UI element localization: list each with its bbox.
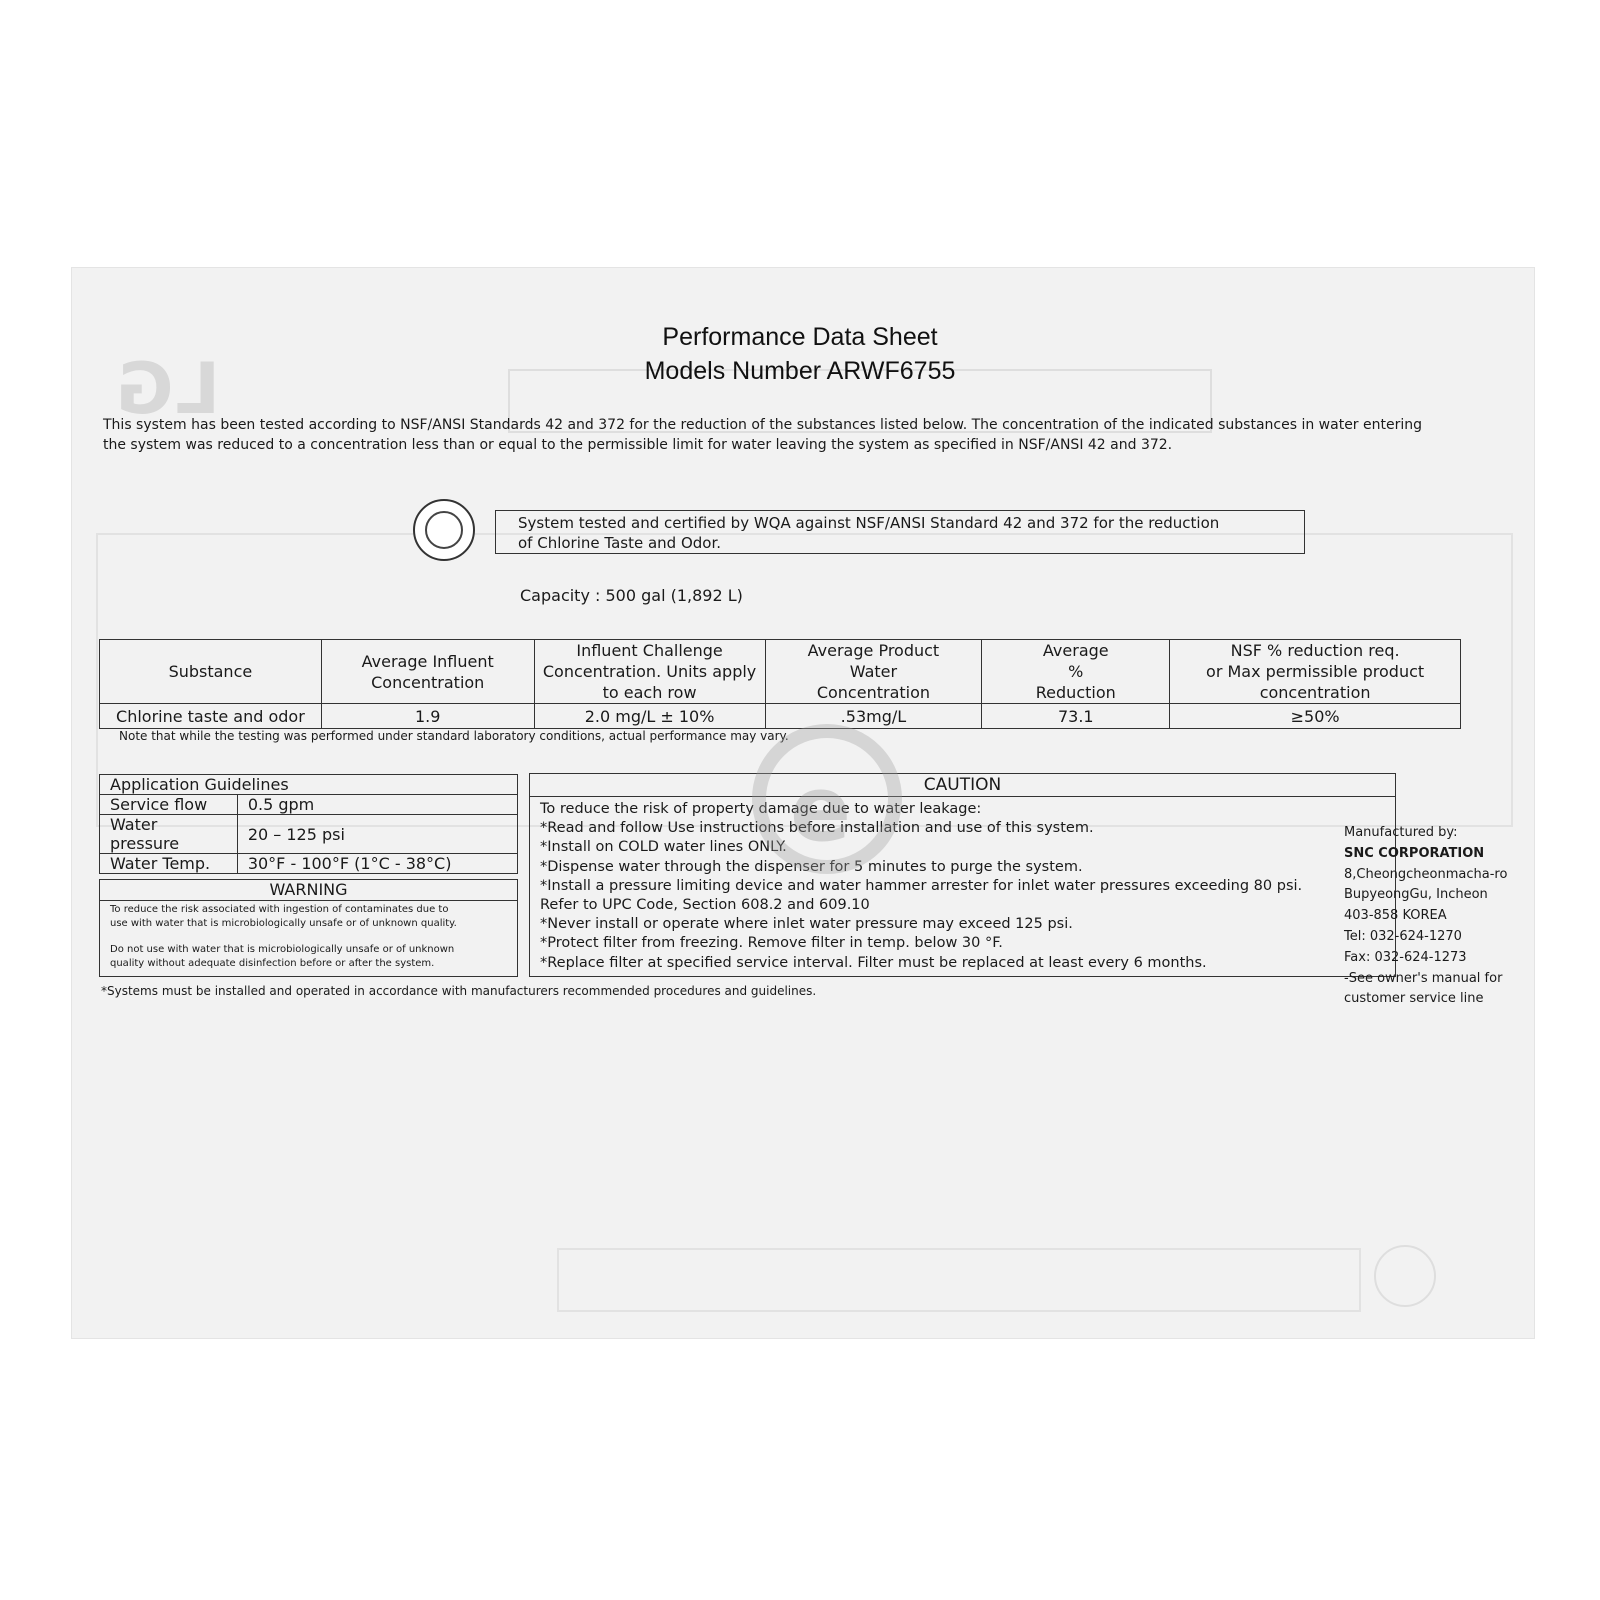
model-number: Models Number ARWF6755 (644, 357, 956, 385)
capacity-text: Capacity : 500 gal (1,892 L) (520, 586, 743, 605)
list-item: To reduce the risk of property damage due to water leakage: (540, 801, 982, 817)
list-item: *Dispense water through the dispenser for 5 minutes to purge the system. (540, 858, 1083, 875)
list-item: *Never install or operate where inlet water pressure may exceed 125 psi. (540, 916, 1073, 933)
application-guidelines-table (99, 774, 518, 874)
header-nsf-req: NSF % reduction req. or Max permissible product concentration (1170, 640, 1461, 704)
table-row (100, 704, 1461, 729)
list-item: *Install on COLD water lines ONLY. (540, 839, 787, 856)
cell-nsf-req: ≥50% (1170, 704, 1461, 729)
table-row: Water Temp. 30°F - 100°F (1°C - 38°C) (100, 854, 518, 874)
manufacturer-info: Manufactured by: SNC CORPORATION 8,Cheongcheonmacha-ro BupyeongGu, Incheon 403-858 KOREA Tel: 032-624-1270 Fax: 032-624-1273 -See owner's manual for customer service line (1344, 825, 1508, 1007)
table-header-row (100, 640, 1461, 704)
header-influent: Average Influent Concentration (321, 640, 534, 704)
header-challenge: Influent Challenge Concentration. Units apply to each row (534, 640, 765, 704)
watermark-e-icon: e (790, 757, 852, 862)
warning-box (99, 879, 518, 977)
bleed-through-logo: LG (114, 348, 221, 430)
cell-reduction: 73.1 (982, 704, 1170, 729)
caution-title: CAUTION (530, 774, 1395, 797)
bleed-through-cert-box (557, 1248, 1361, 1312)
header-reduction: Average % Reduction (982, 640, 1170, 704)
footnote: *Systems must be installed and operated in accordance with manufacturers recommended procedures and guidelines. (101, 984, 817, 998)
warning-text: To reduce the risk associated with ingestion of contaminates due to use with water that is microbiologically unsafe or of unknown quality. Do not use with water that is microbiologically unsafe or of unknown quality without adequate disinfection before or after the system. (110, 904, 457, 969)
cell-influent: 1.9 (321, 704, 534, 729)
table-row: Service flow 0.5 gpm (100, 795, 518, 815)
test-note: Note that while the testing was performed under standard laboratory conditions, actual performance may vary. (119, 729, 789, 743)
header-substance: Substance (100, 640, 322, 704)
header-product: Average Product Water Concentration (765, 640, 982, 704)
intro-text: This system has been tested according to NSF/ANSI Standards 42 and 372 for the reduction of the substances listed below. The concentration of the indicated substances in water entering the system was reduced to a concentration less than or equal to the permissible limit for water leaving the system as specified in NSF/ANSI 42 and 372. (103, 417, 1423, 453)
list-item: *Install a pressure limiting device and water hammer arrester for inlet water pressures exceeding 80 psi. (540, 877, 1303, 894)
list-item: *Read and follow Use instructions before installation and use of this system. (540, 820, 1094, 837)
cell-substance: Chlorine taste and odor (100, 704, 322, 729)
application-guidelines-title: Application Guidelines (100, 775, 518, 795)
list-item: *Replace filter at specified service interval. Filter must be replaced at least every 6 months. (540, 954, 1207, 971)
caution-box (529, 773, 1396, 977)
table-row: Water pressure 20 – 125 psi (100, 815, 518, 854)
certification-box: System tested and certified by WQA against NSF/ANSI Standard 42 and 372 for the reduction of Chlorine Taste and Odor. (495, 510, 1305, 554)
wqa-certification-seal-icon (413, 499, 475, 561)
list-item: *Protect filter from freezing. Remove filter in temp. below 30 °F. (540, 935, 1003, 952)
cell-challenge: 2.0 mg/L ± 10% (534, 704, 765, 729)
list-item: Refer to UPC Code, Section 608.2 and 609.10 (540, 897, 870, 914)
performance-table (99, 639, 1461, 729)
bleed-through-seal (1374, 1245, 1436, 1307)
page-title: Performance Data Sheet (662, 323, 938, 351)
cell-product: .53mg/L (765, 704, 982, 729)
caution-list (530, 797, 1395, 976)
warning-title: WARNING (100, 880, 517, 901)
